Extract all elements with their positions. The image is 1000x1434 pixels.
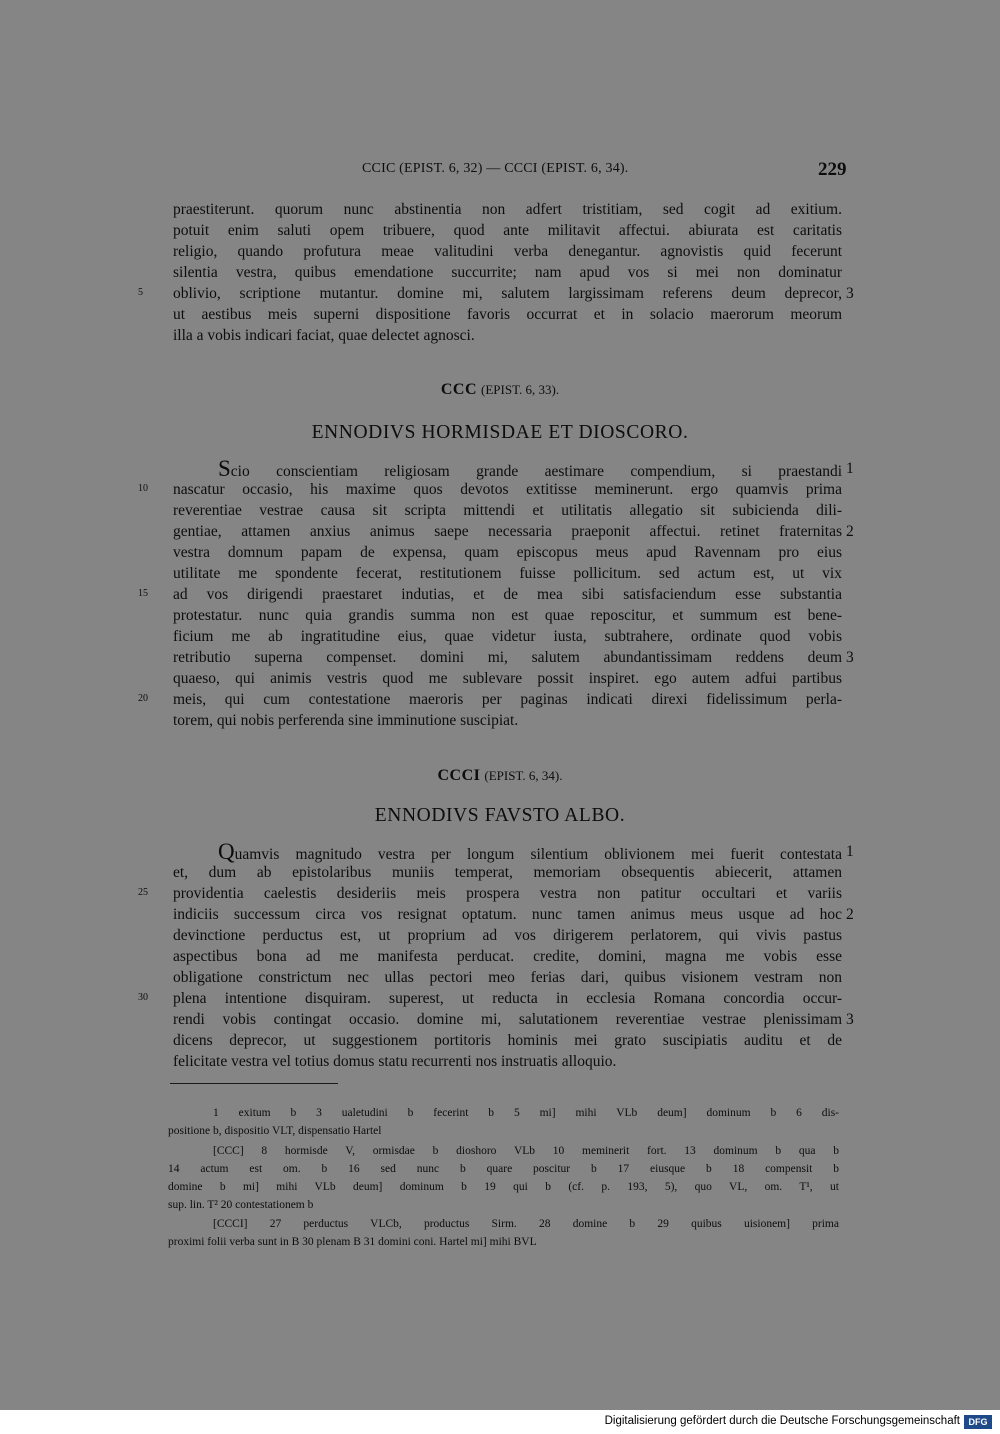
- section-heading-ccci: [0, 767, 1000, 785]
- line-text: rendi vobis contingat occasio. domine mi, salutationem reverentiae vestrae plenissimam: [173, 1011, 842, 1028]
- apparatus-line: [0, 1161, 1000, 1179]
- apparatus-line: [0, 1123, 1000, 1141]
- line-text: reverentiae vestrae causa sit scripta mittendi et utilitatis allegatio sit subicienda dili-: [173, 502, 842, 519]
- line-text: Quamvis magnitudo vestra per longum silentium oblivionem mei fuerit contestata: [218, 839, 842, 864]
- section-title-ccci: ENNODIVS FAVSTO ALBO.: [374, 805, 626, 826]
- text-line: [0, 1010, 1000, 1032]
- apparatus-line: [0, 1234, 1000, 1252]
- section-title-ccc: ENNODIVS HORMISDAE ET DIOSCORO.: [311, 422, 689, 443]
- section-number: 1: [846, 843, 854, 860]
- funding-notice: Digitalisierung gefördert durch die Deutsche Forschungsgemeinschaft: [604, 1415, 960, 1427]
- apparatus-line: [0, 1105, 1000, 1123]
- line-text: potuit enim saluti opem tribuere, quod ante militavit affectui. abiurata est caritatis: [173, 222, 842, 239]
- line-number: 15: [138, 588, 148, 599]
- line-text: utilitate me spondente fecerat, restitutionem fuisse pollicitum. sed actum est, ut vix: [173, 565, 842, 582]
- text-line: [0, 989, 1000, 1011]
- text-line: [0, 585, 1000, 607]
- section-number: 3: [846, 285, 854, 302]
- line-text: religio, quando profutura meae valitudini verba denegantur. agnovistis quid fecerunt: [173, 243, 842, 260]
- line-text: oblivio, scriptione mutantur. domine mi, salutem largissimam referens deum deprecor,: [173, 285, 842, 302]
- text-line: [0, 711, 1000, 733]
- footnote-divider: [170, 1083, 338, 1084]
- line-text: silentia vestra, quibus emendatione succurrite; nam apud vos si mei non dominatur: [173, 264, 842, 281]
- text-line: [0, 200, 1000, 222]
- line-text: obligatione constrictum nec ullas pectori meo ferias dari, quibus visionem vestram non: [173, 969, 842, 986]
- section-number: 2: [846, 523, 854, 540]
- text-line: [0, 326, 1000, 348]
- text-line: [0, 926, 1000, 948]
- line-text: ut aestibus meis superni dispositione favoris occurrat et in solacio maerorum meorum: [173, 306, 842, 323]
- text-line: [0, 501, 1000, 523]
- line-text: felicitate vestra vel totius domus statu recurrenti nos instruatis alloquio.: [173, 1053, 617, 1070]
- text-line: [0, 480, 1000, 502]
- running-head: [0, 161, 1000, 183]
- section-numeral: CCC: [440, 381, 478, 398]
- apparatus-text: [CCC] 8 hormisde V, ormisdae b dioshoro VLb 10 meminerit fort. 13 dominum b qua b: [213, 1145, 839, 1157]
- text-line: [0, 648, 1000, 670]
- line-text: Scio conscientiam religiosam grande aestimare compendium, si praestandi: [218, 456, 842, 481]
- line-text: indiciis successum circa vos resignat optatum. nunc tamen animus meus usque ad hoc: [173, 906, 842, 923]
- text-line: [0, 905, 1000, 927]
- line-number: 25: [138, 887, 148, 898]
- text-line: [0, 1031, 1000, 1053]
- apparatus-line: [0, 1197, 1000, 1215]
- line-number: 10: [138, 483, 148, 494]
- text-line: [0, 221, 1000, 243]
- line-text: illa a vobis indicari faciat, quae delectet agnosci.: [173, 327, 475, 344]
- line-text: retributio superna compenset. domini mi, salutem abundantissimam reddens deum: [173, 649, 842, 666]
- digitization-footer: [0, 1410, 1000, 1434]
- line-text: protestatur. nunc quia grandis summa non est quae reposcitur, et summum est bene-: [173, 607, 842, 624]
- apparatus-line: [0, 1143, 1000, 1161]
- line-number: 20: [138, 693, 148, 704]
- apparatus-text: domine b mi] mihi VLb deum] dominum b 19 qui b (cf. p. 193, 5), quo VL, om. T¹, ut: [168, 1181, 839, 1193]
- line-text: devinctione perductus est, ut proprium ad vos dirigerem perlatorem, qui vivis pastus: [173, 927, 842, 944]
- apparatus-text: [CCCI] 27 perductus VLCb, productus Sirm. 28 domine b 29 quibus uisionem] prima: [213, 1218, 839, 1230]
- apparatus-text: positione b, dispositio VLT, dispensatio Hartel: [168, 1125, 382, 1137]
- line-text: dicens deprecor, ut suggestionem portitoris hominis mei grato suscipiatis auditu et de: [173, 1032, 842, 1049]
- line-text: nascatur occasio, his maxime quos devotos extitisse meminerunt. ergo quamvis prima: [173, 481, 842, 498]
- line-text: quaeso, qui animis vestris quod me sublevare possit inspiret. ego autem adfui partibus: [173, 670, 842, 687]
- line-text: praestiterunt. quorum nunc abstinentia non adfert tristitiam, sed cogit ad exitium.: [173, 201, 842, 218]
- line-text: ficium me ab ingratitudine eius, quae videtur iusta, subtrahere, ordinate quod vobis: [173, 628, 842, 645]
- text-line: [0, 456, 1000, 481]
- text-line: [0, 564, 1000, 586]
- section-number: 3: [846, 649, 854, 666]
- apparatus-line: [0, 1179, 1000, 1197]
- text-line: [0, 627, 1000, 649]
- line-number: 5: [138, 287, 143, 298]
- text-line: [0, 884, 1000, 906]
- text-line: [0, 305, 1000, 327]
- text-line: [0, 543, 1000, 565]
- text-line: [0, 242, 1000, 264]
- text-line: [0, 968, 1000, 990]
- text-line: [0, 863, 1000, 885]
- section-number: 3: [846, 1011, 854, 1028]
- section-heading-ccc: [0, 381, 1000, 399]
- line-text: meis, qui cum contestatione maeroris per paginas indicati direxi fidelissimum perla-: [173, 691, 842, 708]
- line-text: gentiae, attamen anxius animus saepe necessaria praeponit affectui. retinet fraternitas: [173, 523, 842, 540]
- line-text: et, dum ab epistolaribus muniis temperat, memoriam obsequentis abiecerit, attamen: [173, 864, 842, 881]
- section-number: 1: [846, 460, 854, 477]
- epistle-reference: (EPIST. 6, 33).: [481, 382, 560, 397]
- text-line: [0, 1052, 1000, 1074]
- line-text: aspectibus bona ad me manifesta perducat. credite, domini, magna me vobis esse: [173, 948, 842, 965]
- running-head-title: CCIC (EPIST. 6, 32) — CCCI (EPIST. 6, 34).: [362, 161, 629, 176]
- apparatus-text: 1 exitum b 3 ualetudini b fecerint b 5 mi] mihi VLb deum] dominum b 6 dis-: [213, 1107, 839, 1119]
- apparatus-text: sup. lin. T² 20 contestationem b: [168, 1199, 314, 1211]
- text-line: [0, 263, 1000, 285]
- section-numeral: CCCI: [437, 767, 481, 784]
- page-number: 229: [818, 159, 847, 180]
- apparatus-text: 14 actum est om. b 16 sed nunc b quare poscitur b 17 eiusque b 18 compensit b: [168, 1163, 839, 1175]
- line-text: ad vos dirigendi praestaret indutias, et de mea sibi satisfaciendum esse substantia: [173, 586, 842, 603]
- text-line: [0, 606, 1000, 628]
- dfg-logo-icon: DFG: [964, 1415, 992, 1429]
- apparatus-line: [0, 1216, 1000, 1234]
- epistle-reference: (EPIST. 6, 34).: [484, 768, 563, 783]
- text-line: [0, 669, 1000, 691]
- line-text: torem, qui nobis perferenda sine imminutione suscipiat.: [173, 712, 519, 729]
- text-line: [0, 839, 1000, 864]
- apparatus-text: proximi folii verba sunt in B 30 plenam B 31 domini coni. Hartel mi] mihi BVL: [168, 1236, 537, 1248]
- section-number: 2: [846, 906, 854, 923]
- line-text: plena intentione disquiram. superest, ut reducta in ecclesia Romana concordia occur-: [173, 990, 842, 1007]
- text-line: [0, 690, 1000, 712]
- line-number: 30: [138, 992, 148, 1003]
- line-text: vestra domnum papam de expensa, quam episcopus meus apud Ravennam pro eius: [173, 544, 842, 561]
- line-text: providentia caelestis desideriis meis prospera vestra non patitur occultari et variis: [173, 885, 842, 902]
- text-line: [0, 522, 1000, 544]
- text-line: [0, 284, 1000, 306]
- text-line: [0, 947, 1000, 969]
